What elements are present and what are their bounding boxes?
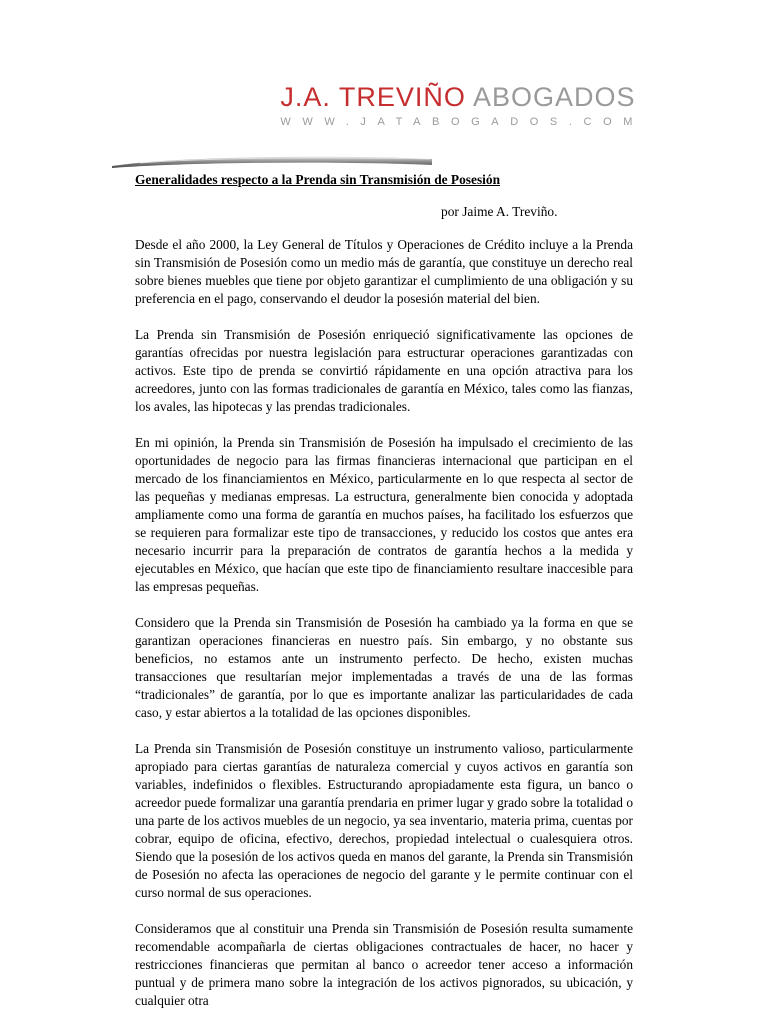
- logo-wordmark: [280, 84, 644, 111]
- logo-name: J.A. TREVIÑO: [280, 82, 466, 112]
- paragraph-6: Consideramos que al constituir una Prenda sin Transmisión de Posesión resulta sumamente recomendable acompañarla de ciertas obligaciones contractuales de hacer, no hacer y restricciones financieras que permitan al banco o acreedor tener acceso a información puntual y de primera mano sobre la integración de los activos pignorados, su ubicación, y cualquier otra: [135, 921, 633, 1008]
- paragraph-3: En mi opinión, la Prenda sin Transmisión de Posesión ha impulsado el crecimiento de las oportunidades de negocio para las firmas financieras internacional que participan en el mercado de los financiamientos en México, particularmente en lo que respecta al sector de las pequeñas y medianas empresas. La estructura, generalmente bien conocida y adoptada ampliamente como una forma de garantía en muchos países, ha facilitado los esfuerzos que se requieren para formalizar este tipo de transacciones, y reducido los costos que antes era necesario incurrir para la preparación de contratos de garantía hechos a la medida y ejecutables en México, que hacían que este tipo de financiamiento resultare inaccesible para las empresas pequeñas.: [135, 435, 633, 594]
- document-author: por Jaime A. Treviño.: [441, 204, 558, 219]
- document-body: [135, 236, 633, 1028]
- document-title: Generalidades respecto a la Prenda sin Transmisión de Posesión: [135, 172, 501, 187]
- paragraph-5: La Prenda sin Transmisión de Posesión constituye un instrumento valioso, particularmente apropiado para ciertas garantías de naturaleza comercial y cuyos activos en garantía son variables, indefinidos o flexibles. Estructurando apropiadamente esta figura, un banco o acreedor puede formalizar una garantía prendaria en primer lugar y grado sobre la totalidad o una parte de los activos muebles de un negocio, ya sea inventario, materia prima, cuentas por cobrar, equipo de oficina, efectivo, derechos, propiedad intelectual o cualesquiera otros. Siendo que la posesión de los activos queda en manos del garante, la Prenda sin Transmisión de Posesión no afecta las operaciones de negocio del garante y le permite continuar con el curso normal de sus operaciones.: [135, 741, 633, 900]
- logo-url: WWW.JATABOGADOS.COM: [280, 116, 644, 128]
- firm-logo: [280, 84, 644, 128]
- logo-firm: ABOGADOS: [472, 82, 636, 112]
- paragraph-1: Desde el año 2000, la Ley General de Títulos y Operaciones de Crédito incluye a la Prenda sin Transmisión de Posesión como un medio más de garantía, que constituye un derecho real sobre bienes muebles que tiene por objeto garantizar el cumplimiento de una obligación y su preferencia en el pago, conservando el deudor la posesión material del bien.: [135, 237, 633, 306]
- paragraph-2: La Prenda sin Transmisión de Posesión enriqueció significativamente las opciones de garantías ofrecidas por nuestra legislación para estructurar operaciones garantizadas con activos. Este tipo de prenda se convirtió rápidamente en una opción atractiva para los acreedores, junto con las formas tradicionales de garantía en México, tales como las fianzas, los avales, las hipotecas y las prendas tradicionales.: [135, 327, 633, 414]
- swoosh-divider: [110, 150, 440, 174]
- paragraph-4: Considero que la Prenda sin Transmisión de Posesión ha cambiado ya la forma en que se garantizan operaciones financieras en nuestro país. Sin embargo, y no obstante sus beneficios, no estamos ante un instrumento perfecto. De hecho, existen muchas transacciones que resultarían mejor implementadas a través de una de las formas “tradicionales” de garantía, por lo que es importante analizar las particularidades de cada caso, y estar abiertos a la totalidad de las opciones disponibles.: [135, 615, 633, 720]
